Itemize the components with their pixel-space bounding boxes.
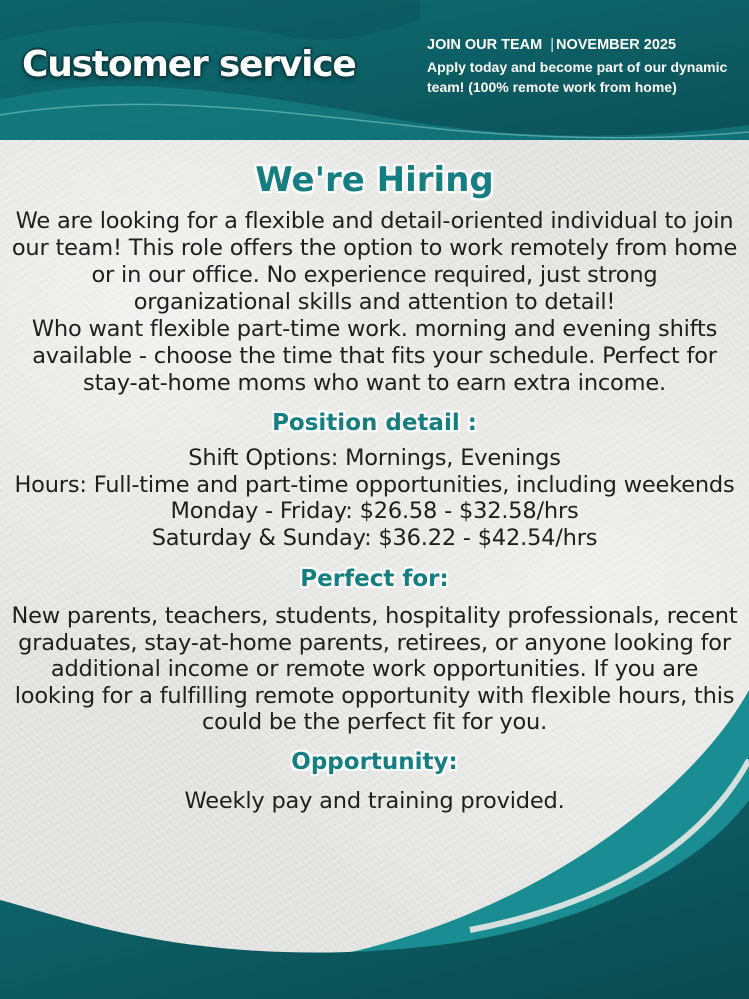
opportunity-heading: Opportunity:: [291, 748, 458, 775]
opportunity-text: Weekly pay and training provided.: [184, 787, 565, 814]
position-heading: Position detail :: [272, 410, 477, 436]
divider: |: [550, 37, 554, 53]
main-content: [10, 158, 739, 814]
hours-detail: Hours: Full-time and part-time opportunities, including weekends: [14, 471, 735, 498]
apply-text: Apply today and become part of our dynamic team! (100% remote work from home): [427, 59, 728, 95]
join-label: JOIN OUR TEAM: [427, 37, 543, 53]
header-info: [427, 37, 745, 97]
page-title: Customer service: [22, 44, 356, 85]
date-label: NOVEMBER 2025: [555, 37, 677, 53]
intro-paragraph: We are looking for a flexible and detail-oriented individual to join our team! This role offers the option to work remotely from home or in our office. No experience required, just strong organizational skills and attention to detail!: [11, 208, 738, 315]
weekend-pay: Saturday & Sunday: $36.22 - $42.54/hrs: [151, 524, 598, 551]
intro-paragraph-2: Who want flexible part-time work. morning and evening shifts available - choose the time that fits your schedule. Perfect for stay-at-home moms who want to earn extra income.: [31, 316, 718, 396]
weekday-pay: Monday - Friday: $26.58 - $32.58/hrs: [170, 498, 579, 524]
perfect-for-heading: Perfect for:: [300, 566, 449, 592]
shift-options: Shift Options: Mornings, Evenings: [188, 445, 561, 471]
join-line: [427, 37, 745, 53]
perfect-for-text: New parents, teachers, students, hospitality professionals, recent graduates, stay-at-home parents, retirees, or anyone looking for additional income or remote work opportunities. If you are looking for a fulfilling remote opportunity with flexible hours, this could be the perfect fit for you.: [11, 603, 738, 735]
hiring-heading: We're Hiring: [255, 160, 494, 200]
